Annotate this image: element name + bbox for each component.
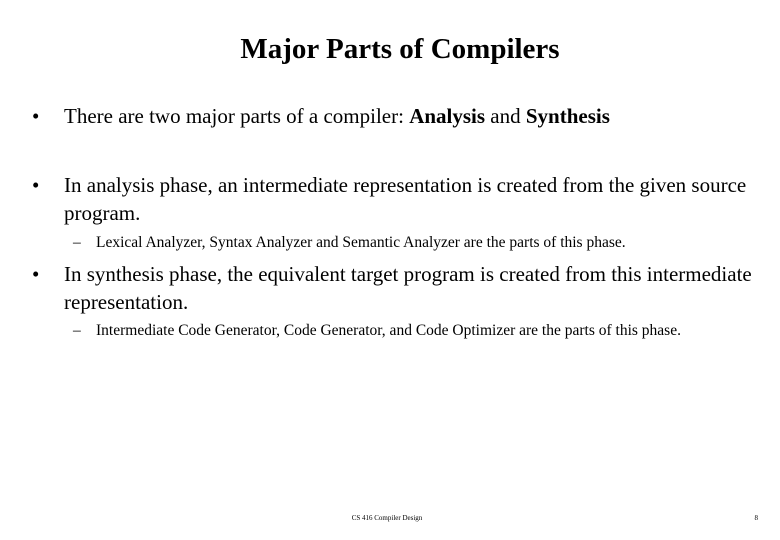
sub-bullet-text-2: Intermediate Code Generator, Code Generator, and Code Optimizer are the parts of this phase. bbox=[96, 322, 681, 339]
bullet-marker: • bbox=[32, 262, 40, 286]
synthesis-bold-term: Synthesis bbox=[525, 104, 610, 128]
bullet-text-3: In synthesis phase, the equivalent target program is created from this intermediate representation. bbox=[64, 262, 752, 314]
bullet-item-3 bbox=[32, 260, 752, 316]
sub-bullet-marker: – bbox=[73, 322, 81, 339]
bullet-text-2: In analysis phase, an intermediate representation is created from the given source program. bbox=[64, 173, 747, 225]
slide-title: Major Parts of Compilers bbox=[240, 33, 560, 65]
sub-bullet-item-2 bbox=[73, 320, 733, 342]
sub-bullet-item-1 bbox=[73, 232, 733, 254]
bullet-marker: • bbox=[32, 173, 40, 197]
bullet-marker: • bbox=[32, 104, 40, 128]
footer-page-number: 8 bbox=[754, 514, 758, 522]
sub-bullet-marker: – bbox=[73, 234, 81, 251]
bullet-text-1 bbox=[64, 102, 752, 130]
bullet-text-part: There are two major parts of a compiler: bbox=[64, 104, 410, 128]
bullet-item-1 bbox=[32, 102, 752, 130]
bullet-item-2 bbox=[32, 171, 752, 227]
sub-bullet-text-1: Lexical Analyzer, Syntax Analyzer and Semantic Analyzer are the parts of this phase. bbox=[96, 234, 626, 251]
footer-course-title: CS 416 Compiler Design bbox=[351, 514, 423, 522]
analysis-bold-term: Analysis bbox=[409, 104, 486, 128]
bullet-text-part: and bbox=[485, 104, 526, 128]
